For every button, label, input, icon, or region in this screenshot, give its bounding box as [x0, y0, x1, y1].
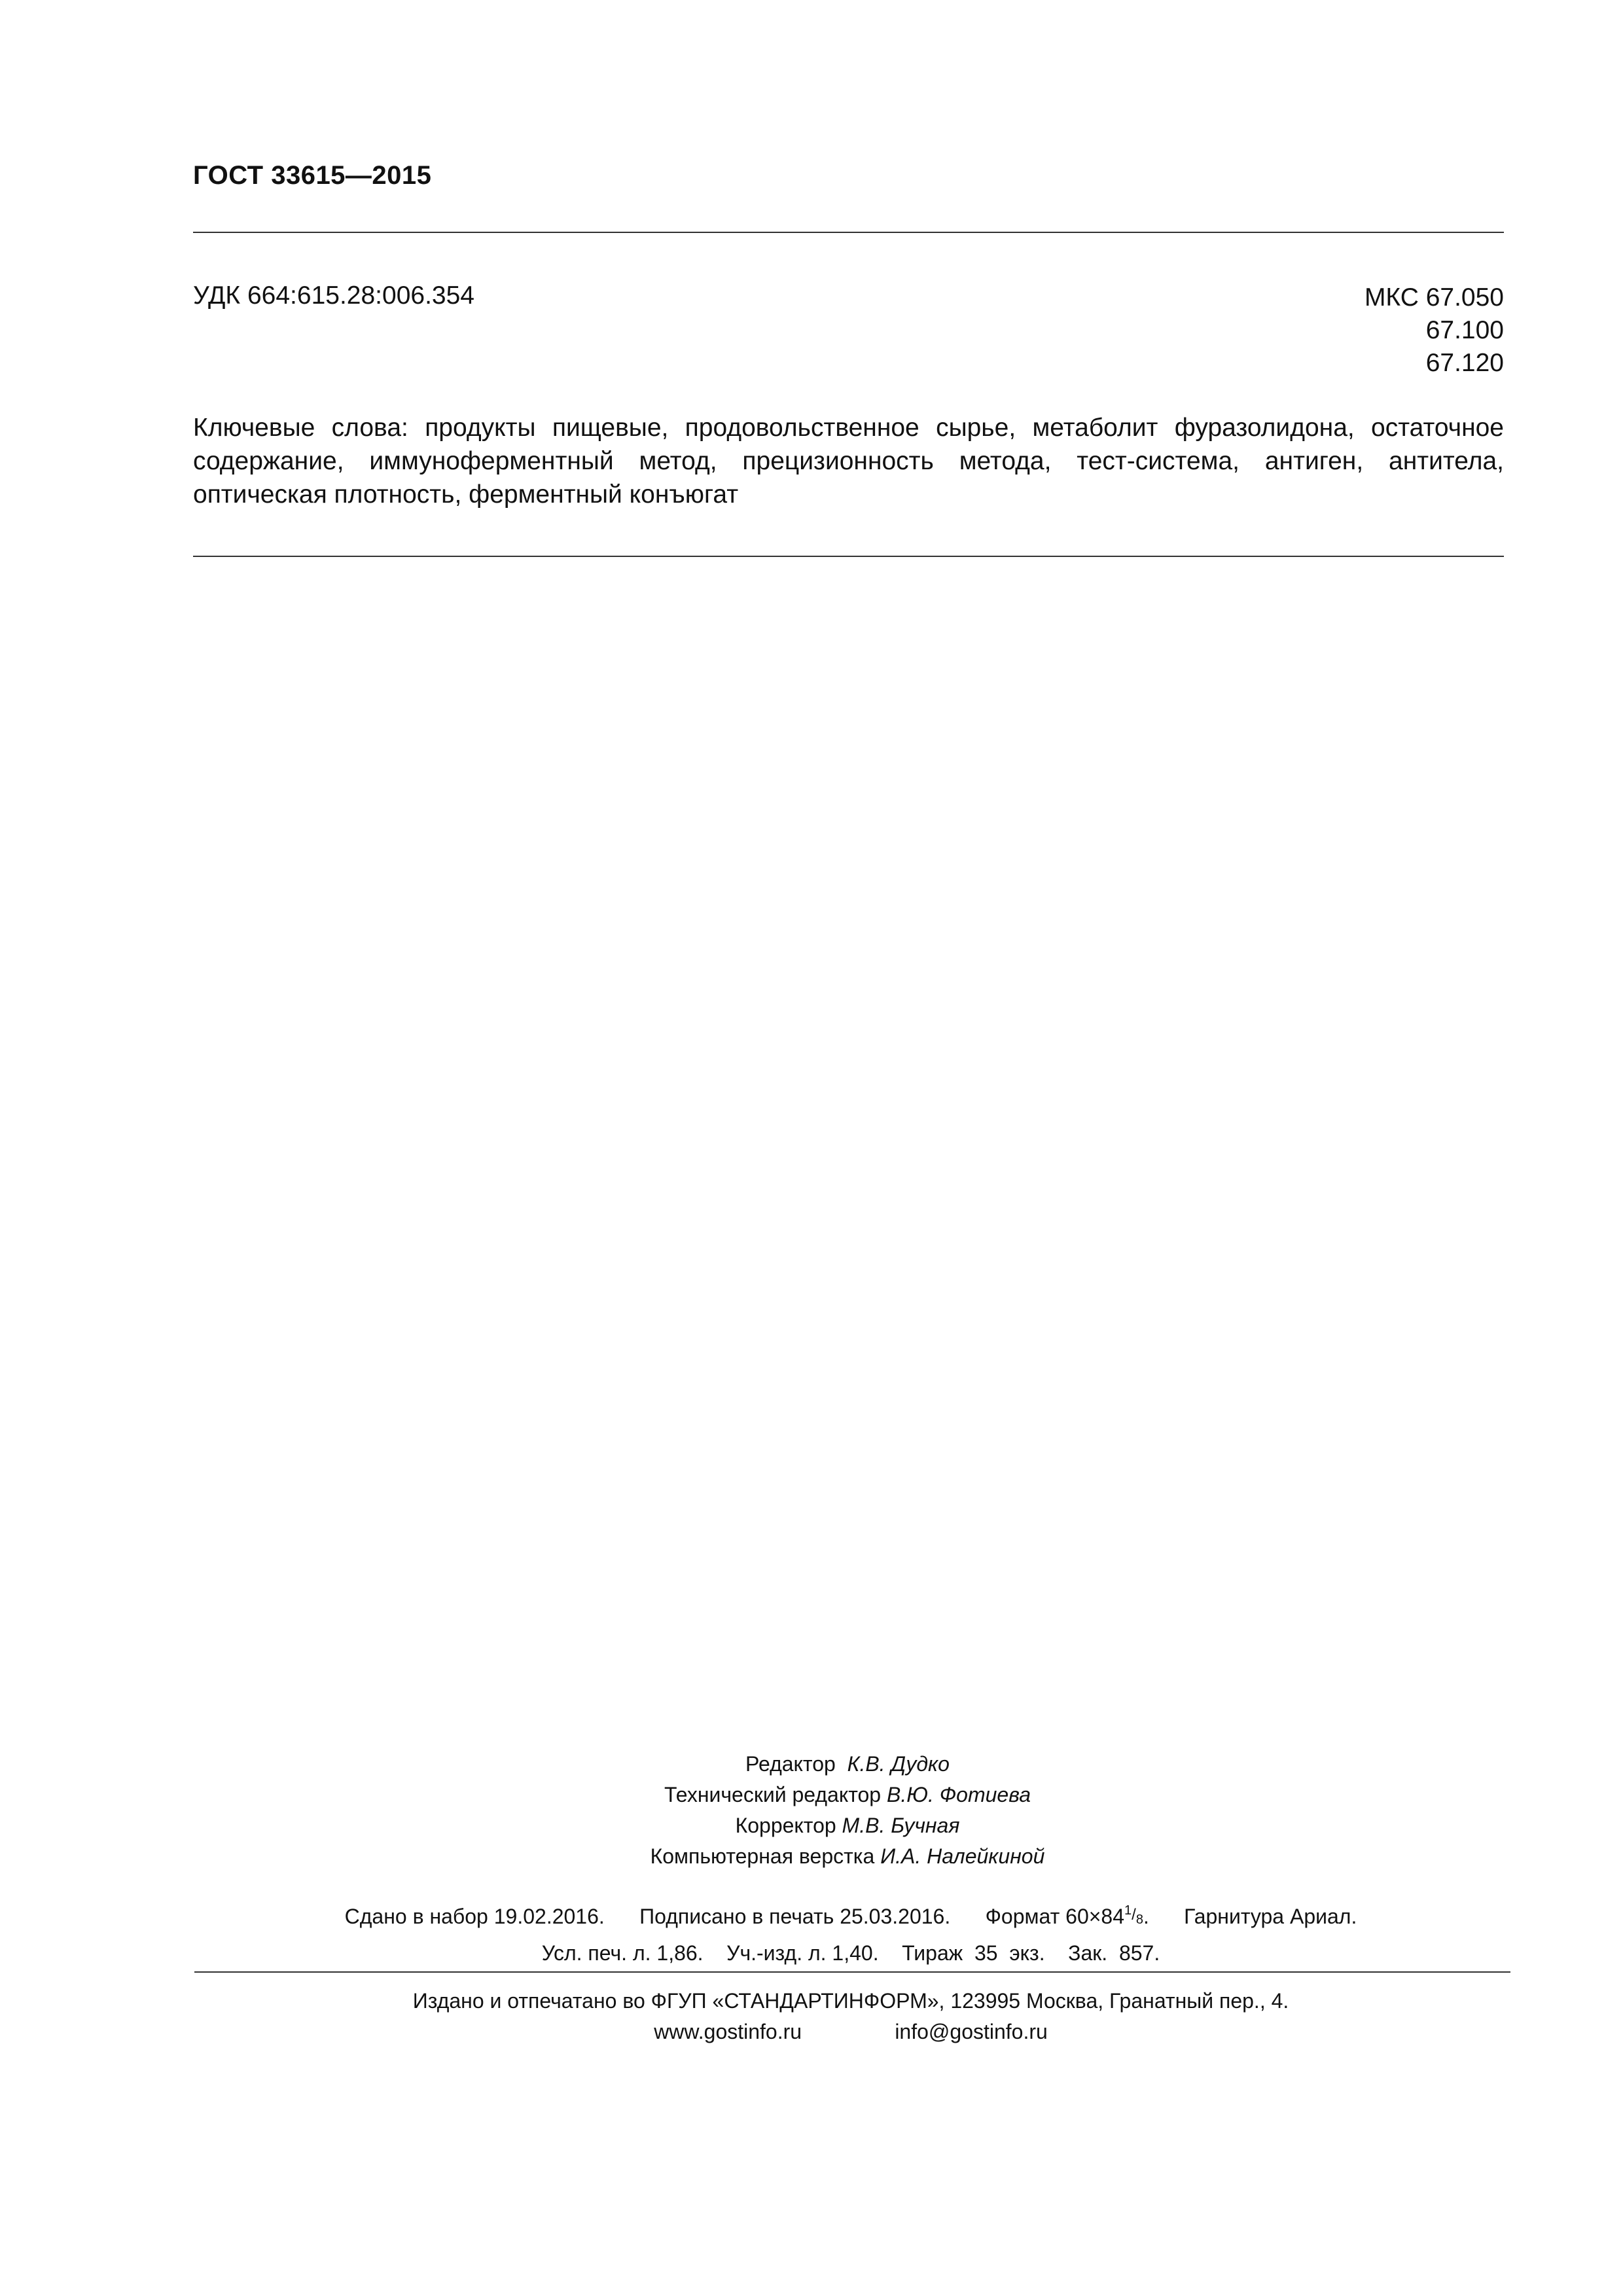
udk-code: УДК 664:615.28:006.354 — [193, 281, 474, 310]
mks-code: 67.120 — [1425, 349, 1504, 377]
tech-editor-name: В.Ю. Фотиева — [886, 1783, 1031, 1806]
submitted-date: Сдано в набор 19.02.2016. — [344, 1904, 605, 1928]
tech-editor-line — [0, 1780, 1623, 1810]
keywords-paragraph: Ключевые слова: продукты пищевые, продовольственное сырье, метаболит фуразолидона, остаточное содержание, иммуноферментный метод, прецизионность метода, тест-система, антиген, антитела, оптическая плотность, ферментный конъюгат — [193, 414, 1504, 509]
uch-sheets: Уч.-изд. л. 1,40. — [726, 1941, 879, 1965]
format-denominator: 8 — [1135, 1912, 1143, 1927]
editor-name: К.В. Дудко — [847, 1752, 950, 1776]
credits-block — [0, 1749, 1623, 1872]
corrector-name: М.В. Бучная — [842, 1814, 960, 1837]
corrector-label: Корректор — [735, 1814, 836, 1837]
contacts-line — [0, 2017, 1623, 2047]
layout-name: И.А. Налейкиной — [880, 1844, 1045, 1868]
circulation: Тираж 35 экз. — [902, 1941, 1045, 1965]
signed-date: Подписано в печать 25.03.2016. — [639, 1904, 951, 1928]
publisher-block — [0, 1986, 1623, 2047]
mks-codes — [1364, 281, 1504, 380]
mks-code: МКС 67.050 — [1364, 283, 1504, 312]
order-number: Зак. 857. — [1068, 1941, 1160, 1965]
layout-line — [0, 1841, 1623, 1872]
format-label: Формат 60×84 — [985, 1904, 1125, 1928]
editor-label: Редактор — [745, 1752, 836, 1776]
top-divider — [193, 232, 1504, 233]
typeface: Гарнитура Ариал. — [1184, 1904, 1357, 1928]
editor-line — [0, 1749, 1623, 1780]
publisher-line: Издано и отпечатано во ФГУП «СТАНДАРТИНФОРМ», 123995 Москва, Гранатный пер., 4. — [412, 1989, 1289, 2013]
layout-label: Компьютерная верстка — [650, 1844, 875, 1868]
mks-code: 67.100 — [1425, 316, 1504, 344]
format-numerator: 1 — [1124, 1903, 1132, 1918]
print-info-line-1: Сдано в набор 19.02.2016. Подписано в печать 25.03.2016. Формат $60\times 84^1/_8$. Гарнитура Ариал. — [0, 1898, 1623, 1938]
tech-editor-label: Технический редактор — [664, 1783, 882, 1806]
email-link[interactable]: info@gostinfo.ru — [895, 2020, 1048, 2043]
document-designation: ГОСТ 33615—2015 — [193, 161, 432, 190]
format-fraction: $^1/_8$ — [1124, 1903, 1143, 1927]
publisher-divider — [194, 1971, 1510, 1973]
corrector-line — [0, 1810, 1623, 1841]
website-link[interactable]: www.gostinfo.ru — [654, 2020, 802, 2043]
usl-sheets: Усл. печ. л. 1,86. — [541, 1941, 704, 1965]
keywords-divider — [193, 556, 1504, 557]
print-info-line-2 — [0, 1938, 1623, 1969]
print-info-block — [0, 1898, 1623, 1969]
